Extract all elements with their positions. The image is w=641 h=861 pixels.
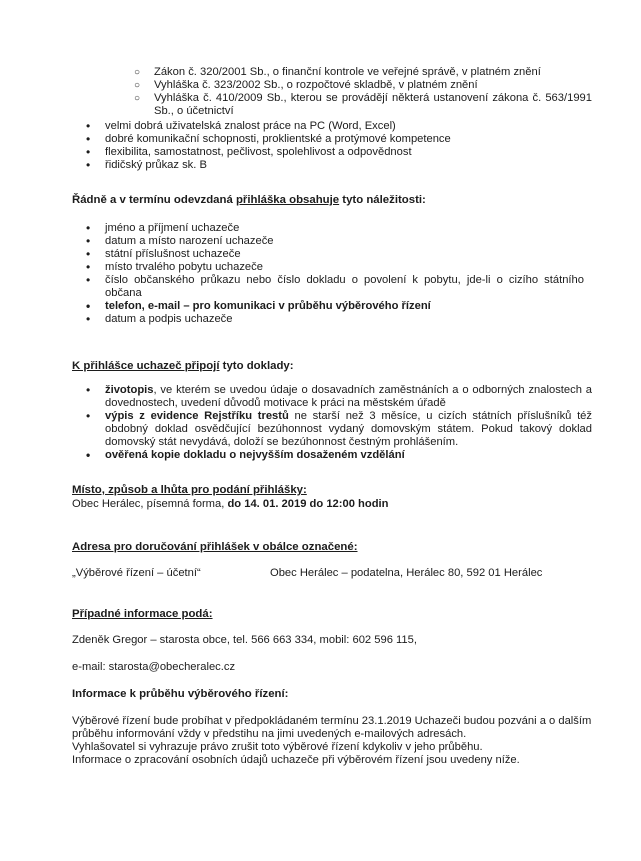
address-heading: Adresa pro doručování přihlášek v obálce označené:: [72, 541, 358, 553]
skills-list: [84, 120, 592, 172]
list-item: • výpis z evidence Rejstříku trestů ne starší než 3 měsíce, u cizích státních příslušníků též obdobný doklad osvědčující bezúhonnost vydaný domovským státem. Pokud takový doklad domovský stát nevydává, doloží se bezúhonnost čestným prohlášením.: [84, 410, 592, 449]
laws-list: [134, 66, 592, 118]
info-text: Výběrové řízení bude probíhat v předpokládaném termínu 23.1.2019 Uchazeči budou pozváni a o dalším průběhu informování vždy v předstihu na jimi uvedených e-mailových adresách.: [72, 715, 592, 740]
submission-text: Obec Herálec, písemná forma, do 14. 01. 2019 do 12:00 hodin: [72, 498, 389, 510]
contact-person: Zdeněk Gregor – starosta obce, tel. 566 663 334, mobil: 602 596 115,: [72, 634, 417, 646]
list-item: ○ Vyhláška č. 410/2009 Sb., kterou se provádějí některá ustanovení zákona č. 563/1991 Sb., o účetnictví: [134, 92, 592, 118]
application-heading: Řádně a v termínu odevzdaná přihláška obsahuje tyto náležitosti:: [72, 194, 426, 206]
info-paragraph: [72, 715, 592, 767]
list-item: ○ Vyhláška č. 323/2002 Sb., o rozpočtové skladbě, v platném znění: [134, 79, 592, 92]
info-heading: Informace k průběhu výběrového řízení:: [72, 688, 289, 700]
contact-heading: Případné informace podá:: [72, 608, 213, 620]
list-item: • životopis, ve kterém se uvedou údaje o dosavadních zaměstnáních a o odborných znalostech a dovednostech, uvedení důvodů motivace k práci na městském úřadě: [84, 384, 592, 410]
documents-heading: K přihlášce uchazeč připojí tyto doklady:: [72, 360, 294, 372]
envelope-label: „Výběrové řízení – účetní“: [72, 567, 201, 579]
list-item: • dobré komunikační schopnosti, proklientské a protýmové kompetence: [84, 133, 592, 146]
application-items-list: [84, 222, 584, 326]
list-item: • telefon, e-mail – pro komunikaci v průběhu výběrového řízení: [84, 300, 584, 313]
list-item: • velmi dobrá uživatelská znalost práce na PC (Word, Excel): [84, 120, 592, 133]
submission-heading: Místo, způsob a lhůta pro podání přihlášky:: [72, 484, 307, 496]
list-item: • státní příslušnost uchazeče: [84, 248, 584, 261]
info-text: Informace o zpracování osobních údajů uchazeče při výběrovém řízení jsou uvedeny níže.: [72, 754, 520, 766]
list-item: • flexibilita, samostatnost, pečlivost, spolehlivost a odpovědnost: [84, 146, 592, 159]
list-item: • datum a podpis uchazeče: [84, 313, 584, 326]
list-item: • místo trvalého pobytu uchazeče: [84, 261, 584, 274]
documents-list: [84, 384, 592, 462]
list-item: • číslo občanského průkazu nebo číslo dokladu o povolení k pobytu, jde-li o cizího státního občana: [84, 274, 584, 300]
info-text: Vyhlašovatel si vyhrazuje právo zrušit toto výběrové řízení kdykoliv v jeho průběhu.: [72, 741, 483, 753]
list-item: ○ Zákon č. 320/2001 Sb., o finanční kontrole ve veřejné správě, v platném znění: [134, 66, 592, 79]
list-item: • ověřená kopie dokladu o nejvyšším dosaženém vzdělání: [84, 449, 592, 462]
list-item: • jméno a příjmení uchazeče: [84, 222, 584, 235]
contact-email: e-mail: starosta@obecheralec.cz: [72, 661, 236, 673]
delivery-address: Obec Herálec – podatelna, Herálec 80, 592 01 Herálec: [270, 567, 543, 579]
list-item: • datum a místo narození uchazeče: [84, 235, 584, 248]
list-item: • řidičský průkaz sk. B: [84, 159, 592, 172]
